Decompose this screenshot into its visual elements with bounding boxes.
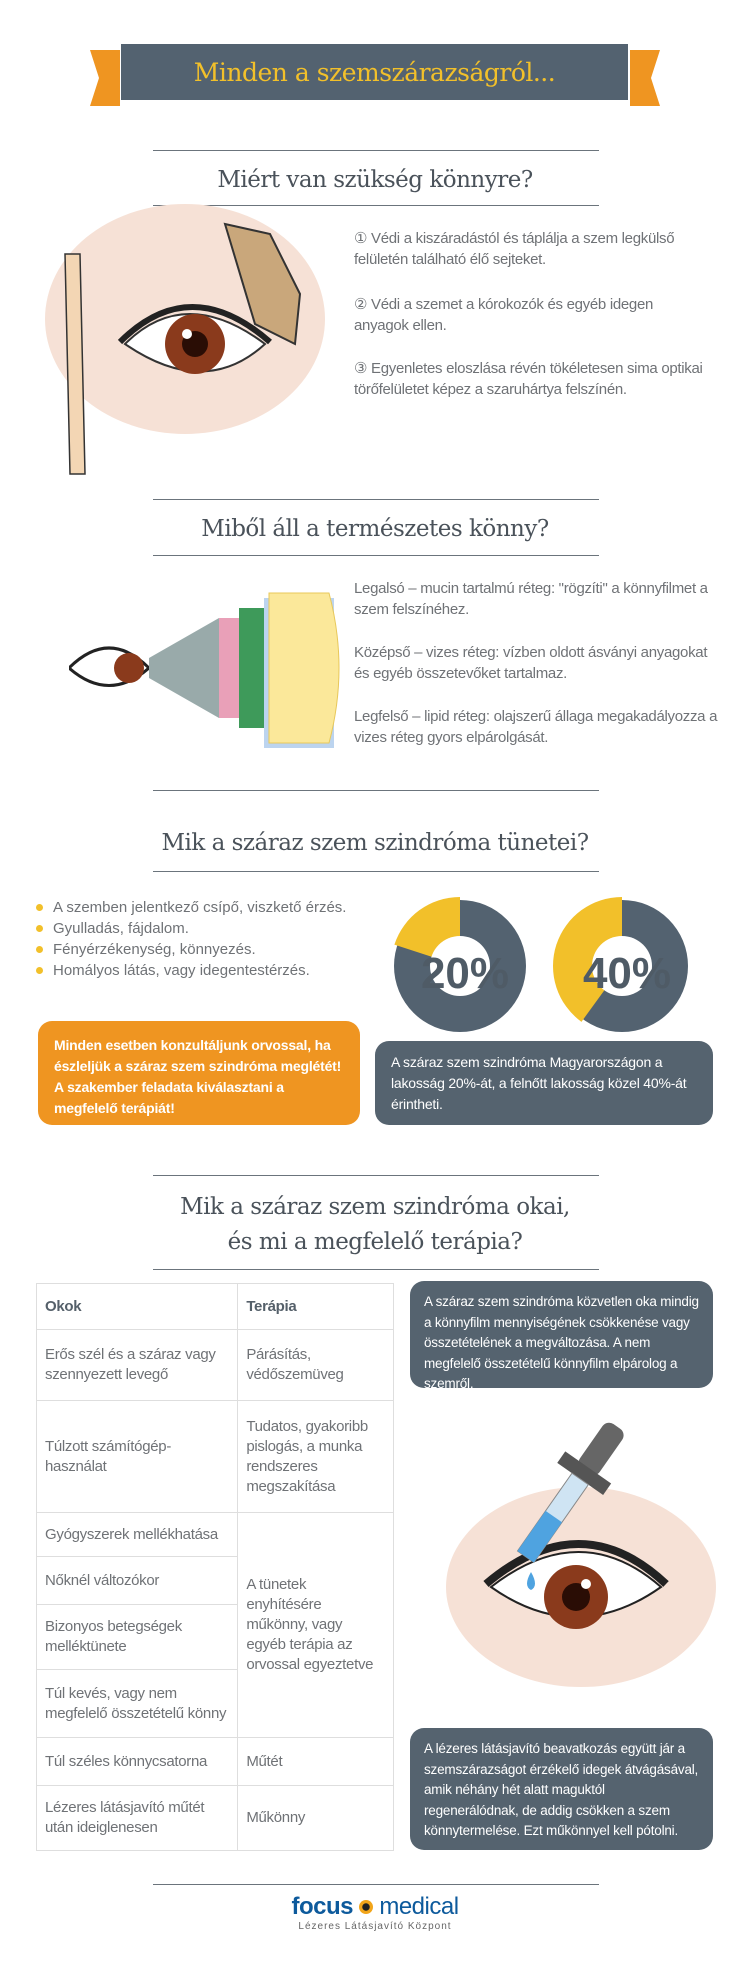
cause-cell: Túl kevés, vagy nem megfelelő összetételű könny: [37, 1670, 238, 1738]
benefit-item: ① Védi a kiszáradástól és táplálja a szem legkülső felületén található élő sejteket.: [354, 230, 675, 268]
therapy-cell: Műtét: [238, 1738, 394, 1786]
layer-item: Legfelső – lipid réteg: olajszerű állaga megakadályozza a vizes réteg gyors elpárolgását.: [354, 708, 718, 746]
ribbon-left: [90, 50, 120, 106]
ribbon-right: [630, 50, 660, 106]
layer-item: Középső – vizes réteg: vízben oldott ásványi anyagokat és egyéb összetevőket tartalmaz.: [354, 644, 708, 682]
symptom-text: Gyulladás, fájdalom.: [53, 920, 189, 937]
symptom-text: Homályos látás, vagy idegentestérzés.: [53, 962, 310, 979]
cause-cell: Lézeres látásjavító műtét után ideiglenesen: [37, 1786, 238, 1851]
table-row: [37, 1401, 394, 1513]
symptom-item: [36, 939, 346, 960]
table-row: [37, 1738, 394, 1786]
bullet-icon: [36, 946, 43, 953]
section-heading: Miből áll a természetes könny?: [201, 516, 549, 542]
logo-medical: medical: [379, 1893, 459, 1920]
symptom-text: Fényérzékenység, könnyezés.: [53, 941, 256, 958]
divider: [153, 1884, 599, 1885]
table-header: Terápia: [238, 1284, 394, 1330]
divider: [153, 871, 599, 872]
tear-film-layers-illustration: [69, 588, 344, 753]
info-box-cause: A száraz szem szindróma közvetlen oka mindig a könnyfilm mennyiségének csökkenése vagy összetételének a megváltozása. A nem megfelelő összetételű könnyfilm elpárolog a szemről.: [410, 1281, 713, 1388]
eye-drop-illustration: [431, 1412, 716, 1692]
symptom-item: [36, 897, 346, 918]
divider: [153, 1175, 599, 1176]
symptom-list: [36, 897, 346, 981]
symptom-item: [36, 918, 346, 939]
therapy-cell: Tudatos, gyakoribb pislogás, a munka rendszeres megszakítása: [238, 1401, 394, 1513]
symptom-item: [36, 960, 346, 981]
info-box-laser: A lézeres látásjavító beavatkozás együtt jár a szemszárazságot érzékelő idegek átvágásával, amik néhány hét alatt maguktól regenerálódnak, de addig csökken a szem könnytermelése. Ezt műkönnyel kell pótolni.: [410, 1728, 713, 1850]
table-row: [37, 1786, 394, 1851]
eye-tear-gland-illustration: [35, 194, 330, 479]
layer-item: Legalsó – mucin tartalmú réteg: "rögzíti" a könnyfilmet a szem felszínéhez.: [354, 580, 708, 618]
title-banner: [121, 44, 628, 100]
divider: [153, 1269, 599, 1270]
donut-charts: [390, 896, 690, 1036]
logo-tagline: Lézeres Látásjavító Központ: [298, 1921, 452, 1932]
logo-focus: focus: [291, 1893, 353, 1920]
bullet-icon: [36, 967, 43, 974]
benefit-item: ② Védi a szemet a kórokozók és egyéb idegen anyagok ellen.: [354, 296, 654, 334]
cause-cell: Bizonyos betegségek melléktünete: [37, 1605, 238, 1670]
page-title: Minden a szemszárazságról...: [193, 57, 556, 87]
bullet-icon: [36, 925, 43, 932]
section-heading: és mi a megfelelő terápia?: [227, 1229, 523, 1255]
section-heading: Miért van szükség könnyre?: [217, 167, 533, 193]
footer-logo[interactable]: [0, 1893, 750, 1932]
divider: [153, 790, 599, 791]
cause-cell: Túl széles könnycsatorna: [37, 1738, 238, 1786]
table-row: [37, 1513, 394, 1557]
donut-label: 40%: [582, 949, 672, 998]
benefit-item: ③ Egyenletes eloszlása révén tökéletesen sima optikai törőfelületet képez a szaruhártya felszínén.: [354, 360, 703, 398]
divider: [153, 555, 599, 556]
therapy-cell: Párásítás, védőszemüveg: [238, 1330, 394, 1401]
stat-box: A száraz szem szindróma Magyarországon a lakosság 20%-át, a felnőtt lakosság közel 40%-át érintheti.: [375, 1041, 713, 1125]
cause-cell: Gyógyszerek mellékhatása: [37, 1513, 238, 1557]
section-heading: Mik a száraz szem szindróma tünetei?: [161, 830, 589, 856]
therapy-cell: Műkönny: [238, 1786, 394, 1851]
table-row: [37, 1330, 394, 1401]
cause-cell: Túlzott számítógép-használat: [37, 1401, 238, 1513]
table-header: Okok: [37, 1284, 238, 1330]
cause-cell: Nőknél változókor: [37, 1557, 238, 1605]
divider: [153, 150, 599, 151]
cause-cell: Erős szél és a száraz vagy szennyezett levegő: [37, 1330, 238, 1401]
eye-logo-icon: [359, 1900, 373, 1914]
section-heading: Mik a száraz szem szindróma okai,: [180, 1194, 570, 1220]
divider: [153, 499, 599, 500]
therapy-cell: A tünetek enyhítésére műkönny, vagy egyéb terápia az orvossal egyeztetve: [238, 1513, 394, 1738]
bullet-icon: [36, 904, 43, 911]
warning-box: Minden esetben konzultáljunk orvossal, ha észleljük a száraz szem szindróma meglétét! A szakember feladata kiválasztani a megfelelő terápiát!: [38, 1021, 360, 1125]
donut-label: 20%: [420, 949, 510, 998]
symptom-text: A szemben jelentkező csípő, viszkető érzés.: [53, 899, 347, 916]
causes-therapy-table: [36, 1283, 394, 1851]
